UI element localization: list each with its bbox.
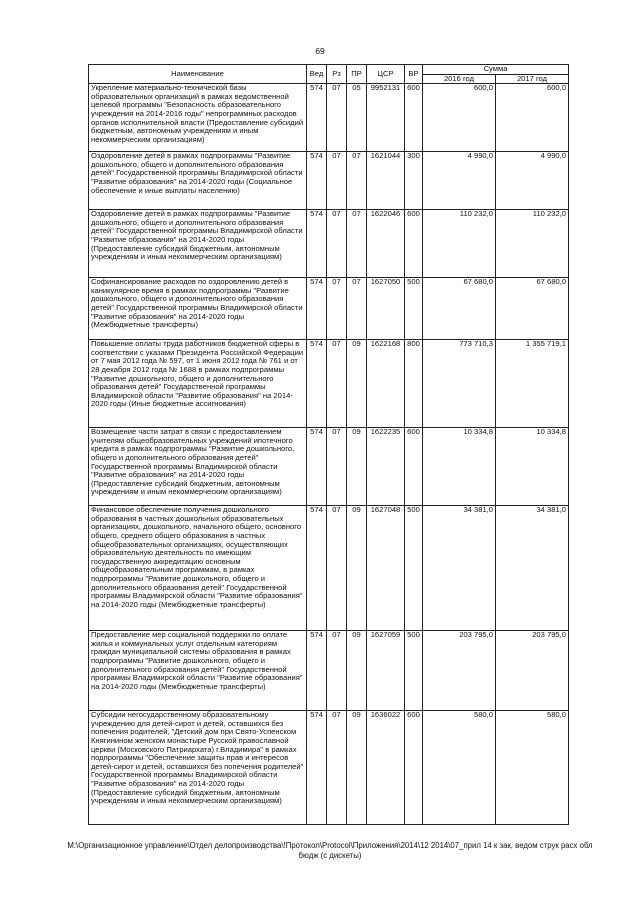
row-pr: 05 — [347, 84, 367, 152]
row-rz: 07 — [327, 210, 347, 278]
row-rz: 07 — [327, 428, 347, 506]
header-name: Наименование — [89, 65, 307, 84]
row-2017: 10 334,8 — [496, 428, 569, 506]
row-2016: 600,0 — [423, 84, 496, 152]
row-ved: 574 — [307, 428, 327, 506]
row-vr: 600 — [405, 84, 423, 152]
row-pr: 09 — [347, 340, 367, 428]
row-2016: 10 334,8 — [423, 428, 496, 506]
budget-table — [88, 64, 569, 825]
row-pr: 09 — [347, 631, 367, 711]
page-number: 69 — [315, 46, 325, 56]
row-vr: 600 — [405, 711, 423, 825]
row-ved: 574 — [307, 631, 327, 711]
row-2017: 4 990,0 — [496, 152, 569, 210]
row-pr: 07 — [347, 210, 367, 278]
header-sum: Сумма — [423, 65, 569, 75]
header-2017: 2017 год — [496, 74, 569, 84]
row-pr: 07 — [347, 152, 367, 210]
row-vr: 300 — [405, 152, 423, 210]
row-rz: 07 — [327, 506, 347, 631]
row-csr: 1627048 — [367, 506, 405, 631]
row-rz: 07 — [327, 278, 347, 340]
row-ved: 574 — [307, 278, 327, 340]
file-path-footer: M:\Организационное управление\Отдел делопроизводства\!Протокол\Protocol\Приложения\2014\12 2014\07_прил 14 к зак, ведом струк расх обл бюдж (с дискеты) — [67, 841, 593, 860]
header-2016: 2016 год — [423, 74, 496, 84]
row-csr: 1622168 — [367, 340, 405, 428]
row-name: Предоставление мер социальной поддержки по оплате жилья и коммунальных услуг отдельным категориям граждан муниципальной системы образования в рамках подпрограммы "Развитие дошкольного, общего и дополнительного образования детей" Государственной программы Владимирской области "Развитие образования" на 2014-2020 годы (Межбюджетные трансферты) — [89, 631, 307, 711]
row-2016: 110 232,0 — [423, 210, 496, 278]
header-pr: ПР — [347, 65, 367, 84]
row-ved: 574 — [307, 84, 327, 152]
table-body — [89, 84, 569, 825]
row-2016: 203 795,0 — [423, 631, 496, 711]
row-2017: 110 232,0 — [496, 210, 569, 278]
table-row — [89, 84, 569, 152]
row-csr: 1622235 — [367, 428, 405, 506]
row-csr: 1627050 — [367, 278, 405, 340]
row-rz: 07 — [327, 340, 347, 428]
row-csr: 1636022 — [367, 711, 405, 825]
row-csr: 1627059 — [367, 631, 405, 711]
row-name: Укрепление материально-технической базы образовательных организаций в рамках ведомственной целевой программы "Безопасность образовательного учреждения на 2014-2016 годы" непрограммных расходов органов исполнительной власти (Предоставление субсидий бюджетным, автономным учреждениям и иным некоммерческим организациям) — [89, 84, 307, 152]
row-vr: 500 — [405, 631, 423, 711]
row-2017: 1 355 719,1 — [496, 340, 569, 428]
row-vr: 500 — [405, 506, 423, 631]
table-row — [89, 711, 569, 825]
row-2017: 203 795,0 — [496, 631, 569, 711]
table-header — [89, 65, 569, 84]
row-name: Субсидии негосударственному образовательному учреждению для детей-сирот и детей, оставшихся без попечения родителей, "Детский дом при Свято-Успенском Княгинином женском монастыре Русской православной церкви (Московского Патриархата) г.Владимира" в рамках подпрограммы "Обеспечение защиты прав и интересов детей-сирот и детей, оставшихся без попечения родителей" Государственной программы Владимирской области "Развитие образования" на 2014-2020 годы (Предоставление субсидий бюджетным, автономным учреждениям и иным некоммерческим организациям) — [89, 711, 307, 825]
row-name: Возмещение части затрат в связи с предоставлением учителям общеобразовательных учреждений ипотечного кредита в рамках подпрограммы "Развитие дошкольного, общего и дополнительного образования детей" Государственной программы Владимирской области "Развитие образования" на 2014-2020 годы (Предоставление субсидий бюджетным, автономным учреждениям и иным некоммерческим организациям) — [89, 428, 307, 506]
row-ved: 574 — [307, 711, 327, 825]
row-ved: 574 — [307, 210, 327, 278]
row-pr: 09 — [347, 506, 367, 631]
row-name: Оздоровление детей в рамках подпрограммы "Развитие дошкольного, общего и дополнительного образования детей" Государственной программы Владимирской области "Развитие образования" на 2014-2020 годы (Предоставление субсидий бюджетным, автономным учреждениям и иным некоммерческим организациям) — [89, 210, 307, 278]
header-rz: Рз — [327, 65, 347, 84]
row-pr: 09 — [347, 711, 367, 825]
row-pr: 07 — [347, 278, 367, 340]
header-csr: ЦСР — [367, 65, 405, 84]
row-name: Оздоровление детей в рамках подпрограммы "Развитие дошкольного, общего и дополнительного образования детей" Государственной программы Владимирской области "Развитие образования" на 2014-2020 годы (Социальное обеспечение и иные выплаты населению) — [89, 152, 307, 210]
row-2017: 67 680,0 — [496, 278, 569, 340]
row-ved: 574 — [307, 152, 327, 210]
row-2016: 773 710,3 — [423, 340, 496, 428]
table-row — [89, 506, 569, 631]
row-ved: 574 — [307, 340, 327, 428]
table-row — [89, 428, 569, 506]
row-rz: 07 — [327, 711, 347, 825]
row-rz: 07 — [327, 152, 347, 210]
row-2017: 580,0 — [496, 711, 569, 825]
header-ved: Вед — [307, 65, 327, 84]
table-row — [89, 152, 569, 210]
row-vr: 600 — [405, 428, 423, 506]
table-row — [89, 210, 569, 278]
row-pr: 09 — [347, 428, 367, 506]
row-2017: 600,0 — [496, 84, 569, 152]
row-vr: 500 — [405, 278, 423, 340]
row-csr: 1622046 — [367, 210, 405, 278]
row-2016: 4 990,0 — [423, 152, 496, 210]
row-name: Финансовое обеспечение получения дошкольного образования в частных дошкольных образовательных организациях, дошкольного, начального общего, основного общего, среднего общего образования в частных общеобразовательных организациях, осуществляющих образовательную деятельность по имеющим государственную аккредитацию основным общеобразовательным программам, в рамках подпрограммы "Развитие дошкольного, общего и дополнительного образования детей" Государственной программы Владимирской области "Развитие образования" на 2014-2020 годы (Межбюджетные трансферты) — [89, 506, 307, 631]
row-2017: 34 381,0 — [496, 506, 569, 631]
row-rz: 07 — [327, 631, 347, 711]
row-name: Повышение оплаты труда работников бюджетной сферы в соответствии с указами Президента Российской Федерации от 7 мая 2012 года № 597, от 1 июня 2012 года № 761 и от 28 декабря 2012 года № 1688 в рамках подпрограммы "Развитие дошкольного, общего и дополнительного образования детей" Государственной программы Владимирской области "Развитие образования" на 2014-2020 годы (Иные бюджетные ассигнования) — [89, 340, 307, 428]
table-row — [89, 278, 569, 340]
table-row — [89, 631, 569, 711]
row-vr: 600 — [405, 210, 423, 278]
row-name: Софинансирование расходов по оздоровлению детей в каникулярное время в рамках подпрограммы "Развитие дошкольного, общего и дополнительного образования детей" Государственной программы Владимирской области "Развитие образования" на 2014-2020 годы (Межбюджетные трансферты) — [89, 278, 307, 340]
row-2016: 67 680,0 — [423, 278, 496, 340]
table-row — [89, 340, 569, 428]
row-csr: 9952131 — [367, 84, 405, 152]
header-vr: ВР — [405, 65, 423, 84]
row-2016: 34 381,0 — [423, 506, 496, 631]
row-rz: 07 — [327, 84, 347, 152]
row-ved: 574 — [307, 506, 327, 631]
row-2016: 580,0 — [423, 711, 496, 825]
row-csr: 1621044 — [367, 152, 405, 210]
row-vr: 800 — [405, 340, 423, 428]
